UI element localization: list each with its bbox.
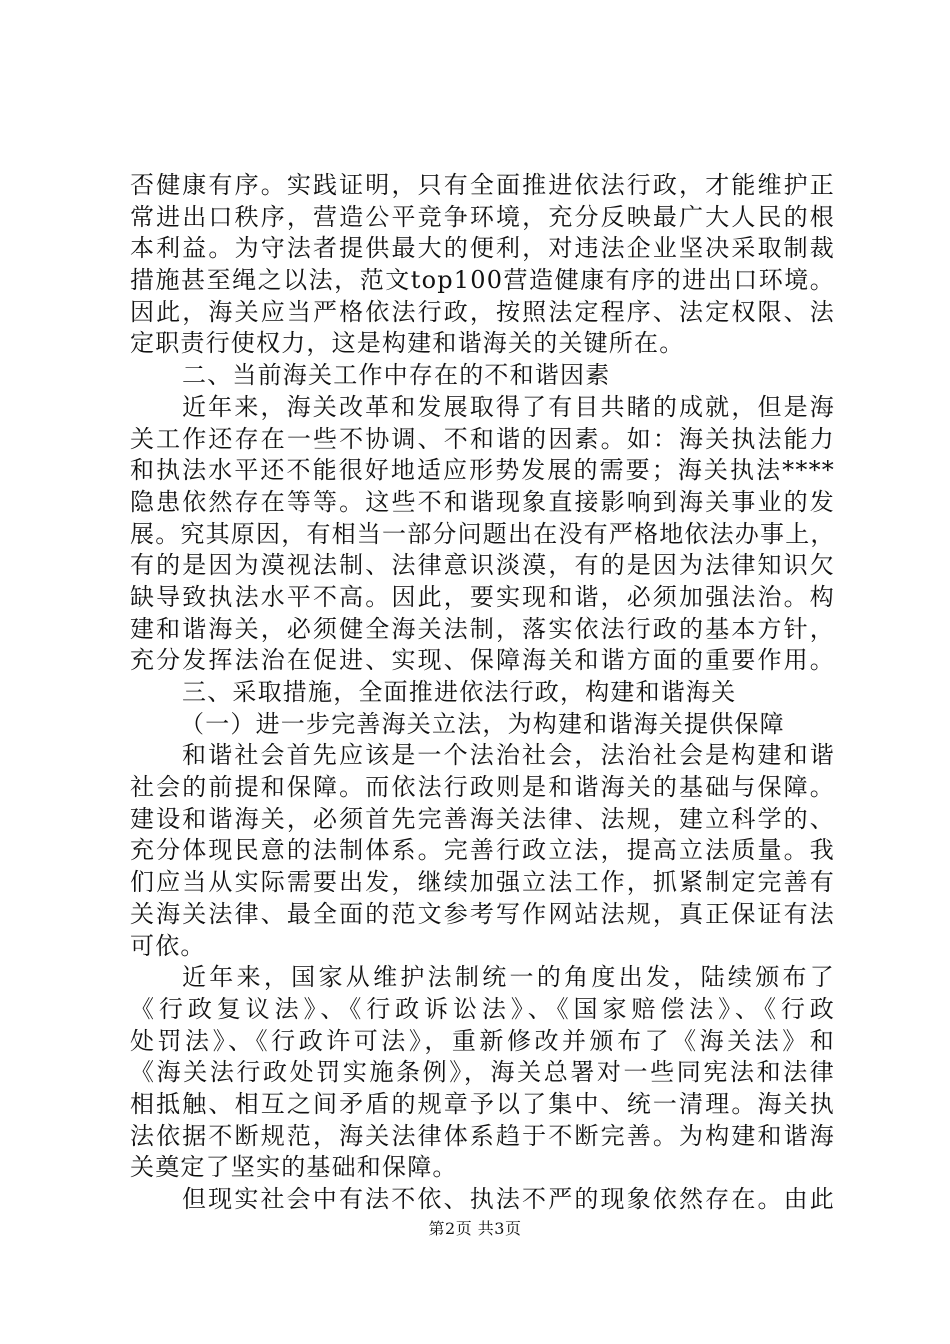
subsection-heading: （一）进一步完善海关立法，为构建和谐海关提供保障	[180, 709, 785, 738]
text-line: 措施甚至绳之以法，范文top100营造健康有序的进出口环境。	[130, 266, 835, 295]
section-heading: 三、采取措施，全面推进依法行政，构建和谐海关	[182, 678, 737, 706]
text-line: 《行政复议法》、《行政诉讼法》、《国家赔偿法》、《行政	[130, 994, 835, 1023]
text-line: 关奠定了坚实的基础和保障。	[130, 1153, 458, 1182]
text-line: 处罚法》、《行政许可法》，重新修改并颁布了《海关法》和	[130, 1026, 835, 1055]
text-line: 建和谐海关，必须健全海关法制，落实依法行政的基本方针，	[130, 614, 835, 643]
page-number-footer: 第2页 共3页	[428, 1219, 522, 1238]
text-line: 和谐社会首先应该是一个法治社会，法治社会是构建和谐	[182, 741, 835, 770]
text-line: 相抵触、相互之间矛盾的规章予以了集中、统一清理。海关执	[130, 1089, 835, 1118]
section-heading: 二、当前海关工作中存在的不和谐因素	[182, 361, 611, 390]
text-line: 法依据不断规范，海关法律体系趋于不断完善。为构建和谐海	[130, 1121, 835, 1150]
text-line: 近年来，国家从维护法制统一的角度出发，陆续颁布了	[182, 963, 835, 992]
text-line: 充分发挥法治在促进、实现、保障海关和谐方面的重要作用。	[130, 646, 835, 675]
text-line: 关海关法律、最全面的范文参考写作网站法规，真正保证有法	[130, 899, 835, 928]
text-line: 但现实社会中有法不依、执法不严的现象依然存在。由此	[182, 1185, 835, 1213]
document-body	[130, 170, 835, 1216]
text-line: 关工作还存在一些不协调、不和谐的因素。如：海关执法能力	[130, 424, 835, 453]
text-line: 否健康有序。实践证明，只有全面推进依法行政，才能维护正	[130, 171, 835, 199]
text-line: 缺导致执法水平不高。因此，要实现和谐，必须加强法治。构	[130, 582, 835, 611]
text-line: 常进出口秩序，营造公平竞争环境，充分反映最广大人民的根	[130, 202, 835, 231]
text-line: 可依。	[130, 931, 206, 960]
text-line: 展。究其原因，有相当一部分问题出在没有严格地依法办事上，	[130, 519, 836, 548]
text-line: 近年来，海关改革和发展取得了有目共睹的成就，但是海	[182, 392, 835, 421]
text-line: 隐患依然存在等等。这些不和谐现象直接影响到海关事业的发	[130, 487, 835, 516]
text-line: 和执法水平还不能很好地适应形势发展的需要；海关执法****	[130, 456, 835, 485]
text-line: 们应当从实际需要出发，继续加强立法工作，抓紧制定完善有	[130, 868, 835, 897]
text-line: 定职责行使权力，这是构建和谐海关的关键所在。	[130, 329, 685, 358]
text-line: 充分体现民意的法制体系。完善行政立法，提高立法质量。我	[130, 836, 835, 865]
text-line: 因此，海关应当严格依法行政，按照法定程序、法定权限、法	[130, 297, 835, 326]
text-line: 社会的前提和保障。而依法行政则是和谐海关的基础与保障。	[130, 773, 835, 802]
text-line: 本利益。为守法者提供最大的便利，对违法企业坚决采取制裁	[130, 234, 835, 263]
text-line: 有的是因为漠视法制、法律意识淡漠，有的是因为法律知识欠	[130, 551, 835, 580]
text-line: 《海关法行政处罚实施条例》，海关总署对一些同宪法和法律	[130, 1058, 835, 1087]
text-line: 建设和谐海关，必须首先完善海关法律、法规，建立科学的、	[130, 804, 835, 833]
